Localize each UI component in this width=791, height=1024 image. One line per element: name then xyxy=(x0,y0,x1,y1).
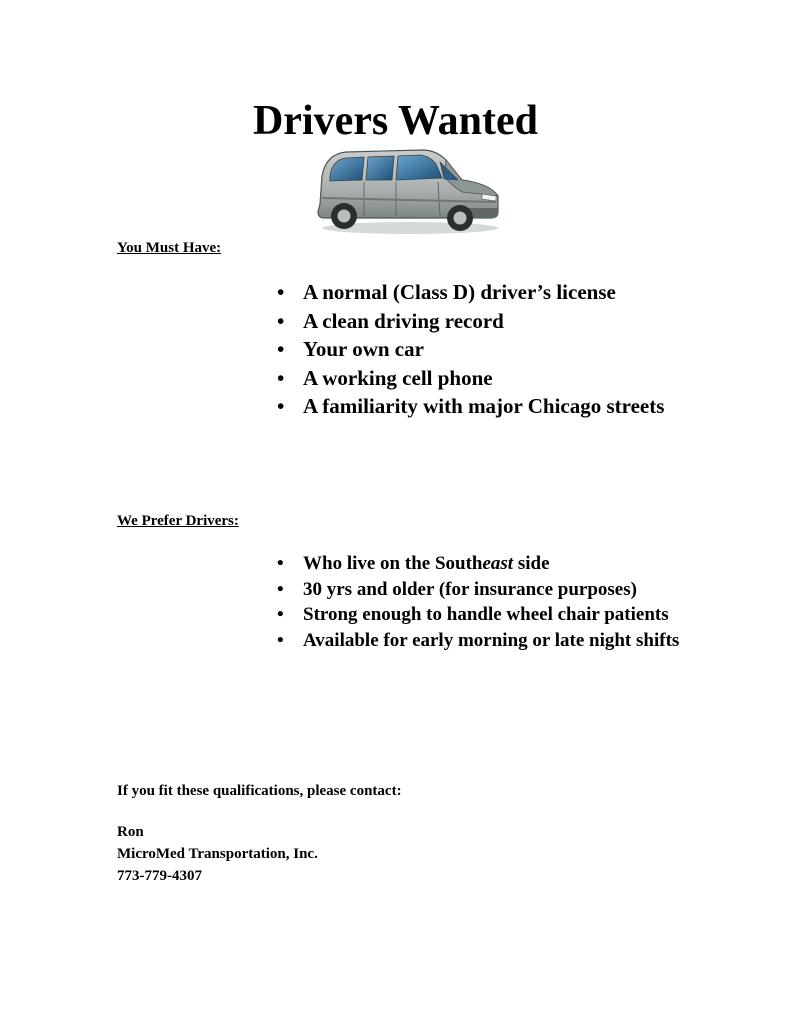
page-title: Drivers Wanted xyxy=(252,98,539,144)
list-item: • Available for early morning or late night shifts xyxy=(277,628,697,654)
list-item-text: Who live on the South xyxy=(303,553,483,574)
contact-company: MicroMed Transportation, Inc. xyxy=(117,846,318,862)
emphasis-text: east xyxy=(482,553,514,574)
list-item: • A clean driving record xyxy=(277,307,677,336)
list-item: • Your own car xyxy=(277,335,677,364)
list-item: • 30 yrs and older (for insurance purposes) xyxy=(277,577,697,603)
contact-name: Ron xyxy=(117,824,144,840)
must-have-heading: You Must Have: xyxy=(117,240,222,256)
minivan-icon xyxy=(312,146,502,238)
list-item xyxy=(277,551,697,577)
prefer-list xyxy=(277,551,697,653)
prefer-heading: We Prefer Drivers: xyxy=(117,513,239,529)
must-have-list xyxy=(277,278,677,421)
contact-phone: 773-779-4307 xyxy=(117,868,202,884)
list-item: • A normal (Class D) driver’s license xyxy=(277,278,677,307)
list-item: • A familiarity with major Chicago streets xyxy=(277,392,677,421)
list-item: • Strong enough to handle wheel chair patients xyxy=(277,602,697,628)
list-item: • A working cell phone xyxy=(277,364,677,393)
list-item-text: side xyxy=(513,553,550,574)
contact-intro: If you fit these qualifications, please contact: xyxy=(117,783,402,799)
